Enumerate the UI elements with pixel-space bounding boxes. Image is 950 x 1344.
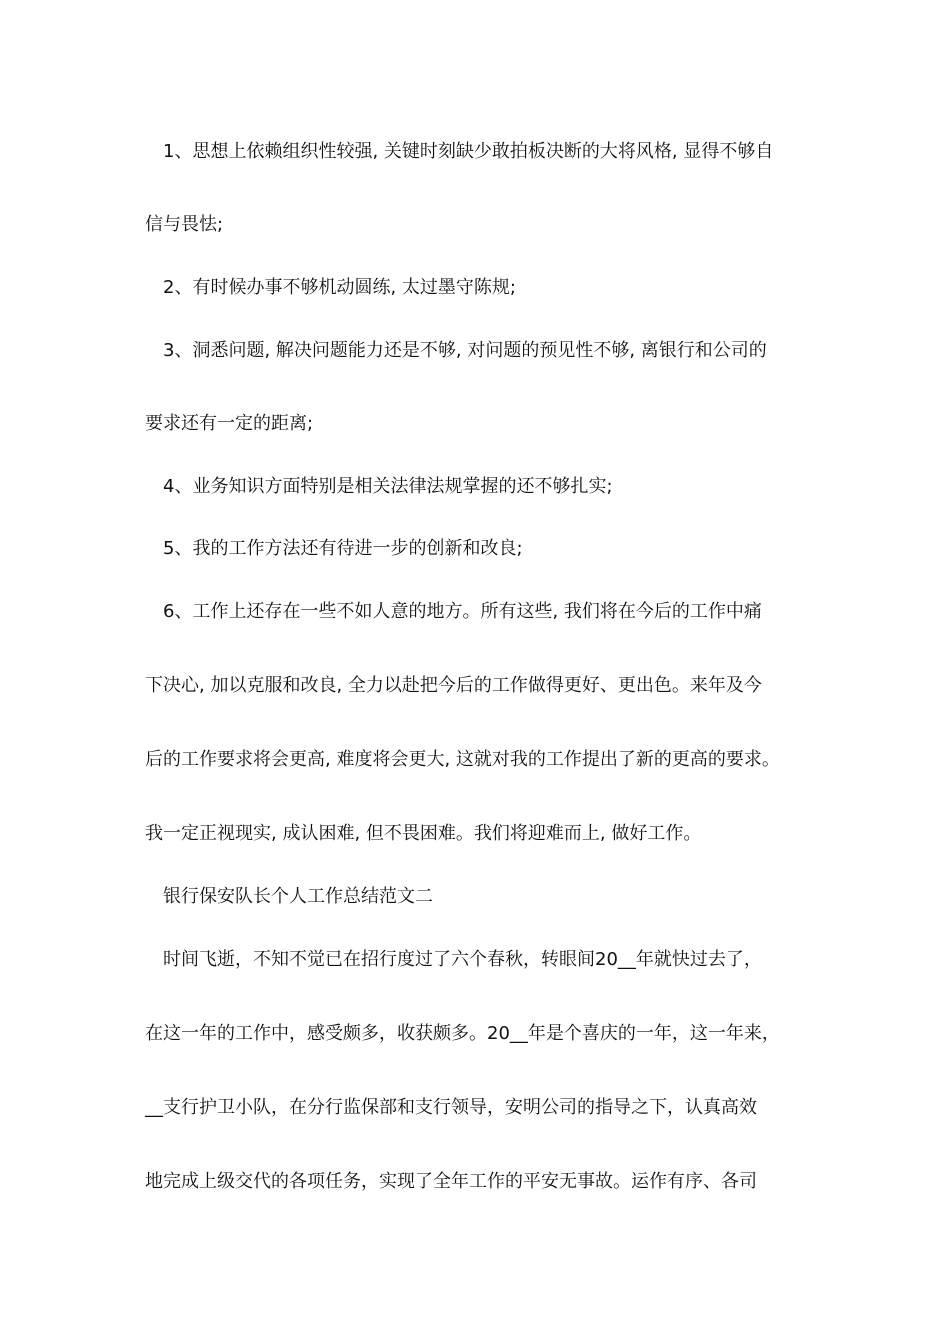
paragraph-line: 地完成上级交代的各项任务，实现了全年工作的平安无事故。运作有序、各司	[145, 1171, 757, 1192]
paragraph-line: 4、业务知识方面特别是相关法律法规掌握的还不够扎实;	[163, 476, 613, 497]
paragraph-line: 我一定正视现实, 成认困难, 但不畏困难。我们将迎难而上, 做好工作。	[145, 823, 702, 844]
paragraph-line: 5、我的工作方法还有待进一步的创新和改良;	[163, 538, 523, 559]
paragraph-line: 要求还有一定的距离;	[145, 413, 314, 434]
paragraph-line: 1、思想上依赖组织性较强, 关键时刻缺少敢拍板决断的大将风格, 显得不够自	[163, 141, 774, 162]
paragraph-line: 时间飞逝，不知不觉已在招行度过了六个春秋，转眼间20__年就快过去了，	[163, 949, 762, 970]
paragraph-line: 在这一年的工作中，感受颇多，收获颇多。20__年是个喜庆的一年，这一年来，	[145, 1023, 780, 1044]
paragraph-line: 下决心, 加以克服和改良, 全力以赴把今后的工作做得更好、更出色。来年及今	[145, 675, 762, 696]
paragraph-line: 后的工作要求将会更高, 难度将会更大, 这就对我的工作提出了新的更高的要求。	[145, 749, 780, 770]
paragraph-line: 2、有时候办事不够机动圆练, 太过墨守陈规;	[163, 277, 516, 298]
paragraph-line: 6、工作上还存在一些不如人意的地方。所有这些, 我们将在今后的工作中痛	[163, 601, 762, 622]
paragraph-line: __支行护卫小队，在分行监保部和支行领导，安明公司的指导之下，认真高效	[145, 1097, 757, 1118]
section-title: 银行保安队长个人工作总结范文二	[163, 886, 433, 907]
paragraph-line: 信与畏怯;	[145, 214, 224, 235]
paragraph-line: 3、洞悉问题, 解决问题能力还是不够, 对问题的预见性不够, 离银行和公司的	[163, 340, 767, 361]
